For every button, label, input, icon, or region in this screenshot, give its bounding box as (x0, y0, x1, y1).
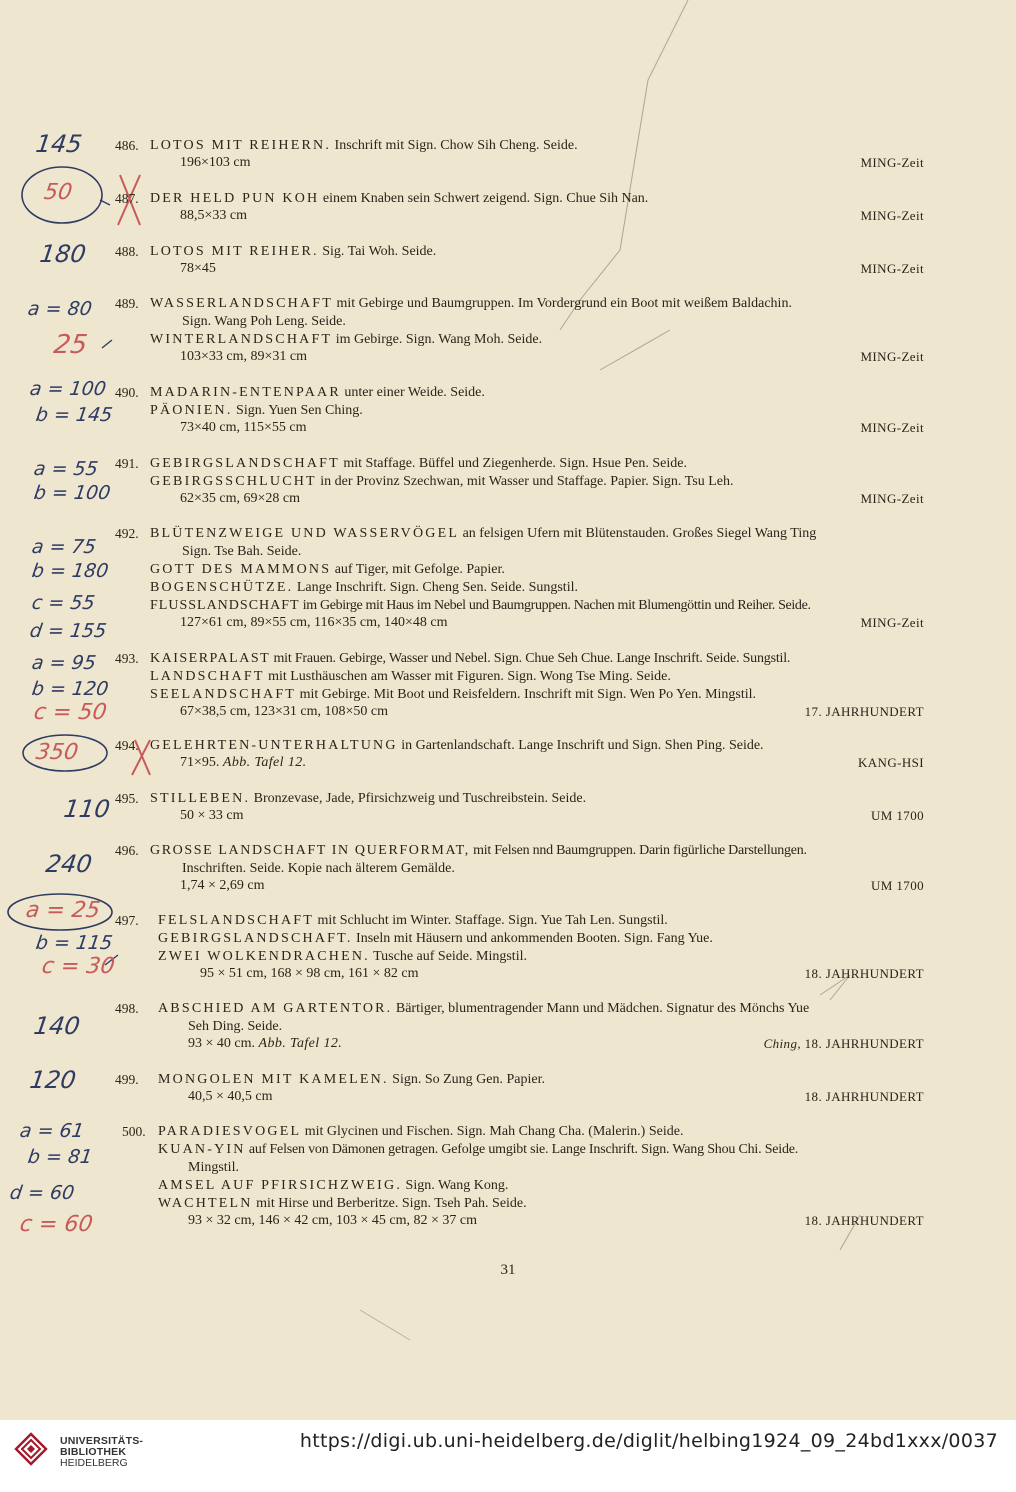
plate-reference: Abb. Tafel 12. (258, 1036, 343, 1051)
entry-line: PARADIESVOGEL mit Glycinen und Fischen. Sign. Mah Chang Cha. (Malerin.) Seide. (158, 1124, 684, 1139)
entry-line: GROSSE LANDSCHAFT IN QUERFORMAT, mit Felsen nnd Baumgruppen. Darin figürliche Darstellungen. (150, 843, 807, 858)
entry-period: MING-Zeit (860, 155, 924, 170)
entry-line: GEBIRGSLANDSCHAFT. Inseln mit Häusern und ankommenden Booten. Sign. Fang Yue. (158, 931, 713, 946)
margin-note: a = 80 (26, 298, 94, 320)
page-number: 31 (500, 1262, 516, 1278)
entry-number: 498. (115, 1001, 139, 1016)
entry-period: MING-Zeit (860, 261, 924, 276)
entry-dimensions: 78×45 (180, 261, 216, 276)
entry-number: 500. (122, 1124, 146, 1139)
margin-note: a = 95 (30, 652, 98, 674)
entry-line: WACHTELN mit Hirse und Berberitze. Sign. Tseh Pah. Seide. (158, 1196, 527, 1211)
entry-line: WASSERLANDSCHAFT mit Gebirge und Baumgruppen. Im Vordergrund ein Boot mit weißem Baldachin. (150, 296, 792, 311)
entry-number: 491. (115, 456, 139, 471)
margin-note: b = 180 (30, 560, 110, 582)
entry-line: STILLEBEN. Bronzevase, Jade, Pfirsichzweig und Tuschreibstein. Seide. (150, 791, 587, 806)
plate-reference: Abb. Tafel 12. (222, 755, 307, 770)
entry-line: KUAN-YIN auf Felsen von Dämonen getragen. Gefolge umgibt sie. Lange Inschrift. Sign. Wang Shou Chi. Seide. (158, 1142, 799, 1157)
margin-note: 350 (34, 740, 80, 765)
entry-dimensions: 50 × 33 cm (180, 808, 244, 823)
margin-note: 25 (51, 330, 90, 360)
entry-line: GEBIRGSLANDSCHAFT mit Staffage. Büffel und Ziegenherde. Sign. Hsue Pen. Seide. (150, 456, 687, 471)
margin-note: b = 115 (34, 932, 114, 954)
entry-period: MING-Zeit (860, 208, 924, 223)
entry-line: FLUSSLANDSCHAFT im Gebirge mit Haus im Nebel und Baumgruppen. Nachen mit Blumengöttin und Reiher. Seide. (150, 598, 811, 613)
entry-number: 497. (115, 913, 139, 928)
entry-period: MING-Zeit (860, 420, 924, 435)
university-library-logo-icon (12, 1430, 50, 1468)
margin-note: 50 (42, 180, 74, 205)
entry-line: Inschriften. Seide. Kopie nach älterem Gemälde. (182, 861, 455, 876)
entry-line: Sign. Wang Poh Leng. Seide. (182, 314, 346, 329)
entry-dimensions: 127×61 cm, 89×55 cm, 116×35 cm, 140×48 cm (180, 615, 448, 630)
entry-line: LOTOS MIT REIHER. Sig. Tai Woh. Seide. (150, 244, 437, 259)
entry-period: 18. JAHRHUNDERT (804, 1089, 924, 1104)
margin-note: b = 120 (30, 678, 110, 700)
margin-note: c = 50 (32, 700, 109, 725)
entry-number: 488. (115, 244, 139, 259)
entry-period: UM 1700 (871, 808, 924, 823)
entry-dimensions: 40,5 × 40,5 cm (188, 1089, 273, 1104)
margin-note: c = 60 (18, 1212, 95, 1237)
entry-line: Sign. Tse Bah. Seide. (182, 544, 302, 559)
entry-dimensions: 93 × 40 cm. Abb. Tafel 12. (188, 1036, 343, 1051)
entry-number: 486. (115, 138, 139, 153)
margin-note: d = 155 (28, 620, 108, 642)
entry-number: 494. (115, 738, 139, 753)
entry-dimensions: 1,74 × 2,69 cm (180, 878, 265, 893)
entry-dimensions: 196×103 cm (180, 155, 251, 170)
entry-line: DER HELD PUN KOH einem Knaben sein Schwert zeigend. Sign. Chue Sih Nan. (150, 191, 649, 206)
margin-note: a = 55 (32, 458, 100, 480)
entry-number: 487. (115, 191, 139, 206)
margin-note: 120 (28, 1066, 78, 1094)
entry-period: MING-Zeit (860, 349, 924, 364)
entry-period: MING-Zeit (860, 491, 924, 506)
entry-line: MADARIN-ENTENPAAR unter einer Weide. Seide. (150, 385, 485, 400)
margin-note: 145 (34, 130, 84, 158)
margin-note: c = 30 (40, 954, 117, 979)
entry-number: 499. (115, 1072, 139, 1087)
entry-line: MONGOLEN MIT KAMELEN. Sign. So Zung Gen. Papier. (158, 1072, 545, 1087)
entry-line: BOGENSCHÜTZE. Lange Inschrift. Sign. Cheng Sen. Seide. Sungstil. (150, 580, 578, 595)
margin-note: a = 25 (24, 898, 102, 923)
entry-period: Ching, 18. JAHRHUNDERT (763, 1036, 924, 1051)
margin-note: c = 55 (30, 592, 97, 614)
margin-note: 240 (44, 850, 94, 878)
entry-line: SEELANDSCHAFT mit Gebirge. Mit Boot und Reisfeldern. Inschrift mit Sign. Wen Po Yen. Mingstil. (150, 687, 757, 702)
entry-line: BLÜTENZWEIGE UND WASSERVÖGEL an felsigen Ufern mit Blütenstauden. Großes Siegel Wang Ting (150, 526, 817, 541)
entry-line: GEBIRGSSCHLUCHT in der Provinz Szechwan, mit Wasser und Staffage. Papier. Sign. Tsu Leh. (150, 474, 734, 489)
entry-dimensions: 88,5×33 cm (180, 208, 247, 223)
entry-dimensions: 93 × 32 cm, 146 × 42 cm, 103 × 45 cm, 82 × 37 cm (188, 1213, 477, 1228)
margin-note: d = 60 (8, 1182, 76, 1204)
entry-line: WINTERLANDSCHAFT im Gebirge. Sign. Wang Moh. Seide. (150, 332, 543, 347)
entry-period: 17. JAHRHUNDERT (804, 704, 924, 719)
entry-line: ZWEI WOLKENDRACHEN. Tusche auf Seide. Mingstil. (158, 949, 527, 964)
entry-dimensions: 62×35 cm, 69×28 cm (180, 491, 300, 506)
entry-line: Mingstil. (188, 1160, 239, 1175)
margin-note: b = 81 (26, 1146, 94, 1168)
margin-note: 180 (38, 240, 88, 268)
entry-line: AMSEL AUF PFIRSICHZWEIG. Sign. Wang Kong. (158, 1178, 509, 1193)
entry-line: ABSCHIED AM GARTENTOR. Bärtiger, blumentragender Mann und Mädchen. Signatur des Mönchs Yue (158, 1001, 810, 1016)
entry-period: 18. JAHRHUNDERT (804, 1213, 924, 1228)
margin-note: 140 (32, 1012, 82, 1040)
entry-number: 492. (115, 526, 139, 541)
entry-period: UM 1700 (871, 878, 924, 893)
entry-number: 496. (115, 843, 139, 858)
entry-period: KANG-HSI (857, 755, 924, 770)
margin-note: a = 61 (18, 1120, 86, 1142)
entry-dimensions: 67×38,5 cm, 123×31 cm, 108×50 cm (180, 704, 388, 719)
entry-number: 489. (115, 296, 139, 311)
entry-line: KAISERPALAST mit Frauen. Gebirge, Wasser und Nebel. Sign. Chue Seh Chue. Lange Inschrift. Seide. Sungstil. (150, 651, 791, 666)
entry-line: Seh Ding. Seide. (188, 1019, 283, 1034)
library-name: UNIVERSITÄTS- BIBLIOTHEK HEIDELBERG (60, 1435, 144, 1469)
entry-line: GELEHRTEN-UNTERHALTUNG in Gartenlandschaft. Lange Inschrift und Sign. Shen Ping. Seide. (150, 738, 764, 753)
margin-note: a = 100 (28, 378, 108, 400)
margin-note: 110 (62, 795, 112, 823)
margin-note: b = 145 (34, 404, 114, 426)
entry-line: LANDSCHAFT mit Lusthäuschen am Wasser mit Figuren. Sign. Wong Tse Ming. Seide. (150, 669, 671, 684)
entry-period: 18. JAHRHUNDERT (804, 966, 924, 981)
entry-dimensions: 95 × 51 cm, 168 × 98 cm, 161 × 82 cm (200, 966, 419, 981)
permalink-url[interactable]: https://digi.ub.uni-heidelberg.de/diglit/helbing1924_09_24bd1xxx/0037 (299, 1430, 998, 1452)
margin-note: a = 75 (30, 536, 98, 558)
entry-dimensions: 71×95. Abb. Tafel 12. (180, 755, 307, 770)
footer-bar (0, 1420, 1016, 1492)
entry-dimensions: 73×40 cm, 115×55 cm (180, 420, 307, 435)
entry-number: 490. (115, 385, 139, 400)
entry-period: MING-Zeit (860, 615, 924, 630)
entry-dimensions: 103×33 cm, 89×31 cm (180, 349, 307, 364)
entry-number: 495. (115, 791, 139, 806)
entry-line: GOTT DES MAMMONS auf Tiger, mit Gefolge. Papier. (150, 562, 505, 577)
entry-line: PÄONIEN. Sign. Yuen Sen Ching. (150, 403, 363, 418)
entry-number: 493. (115, 651, 139, 666)
margin-note: b = 100 (32, 482, 112, 504)
entry-line: FELSLANDSCHAFT mit Schlucht im Winter. Staffage. Sign. Yue Tah Len. Sungstil. (158, 913, 668, 928)
entry-line: LOTOS MIT REIHERN. Inschrift mit Sign. Chow Sih Cheng. Seide. (150, 138, 578, 153)
